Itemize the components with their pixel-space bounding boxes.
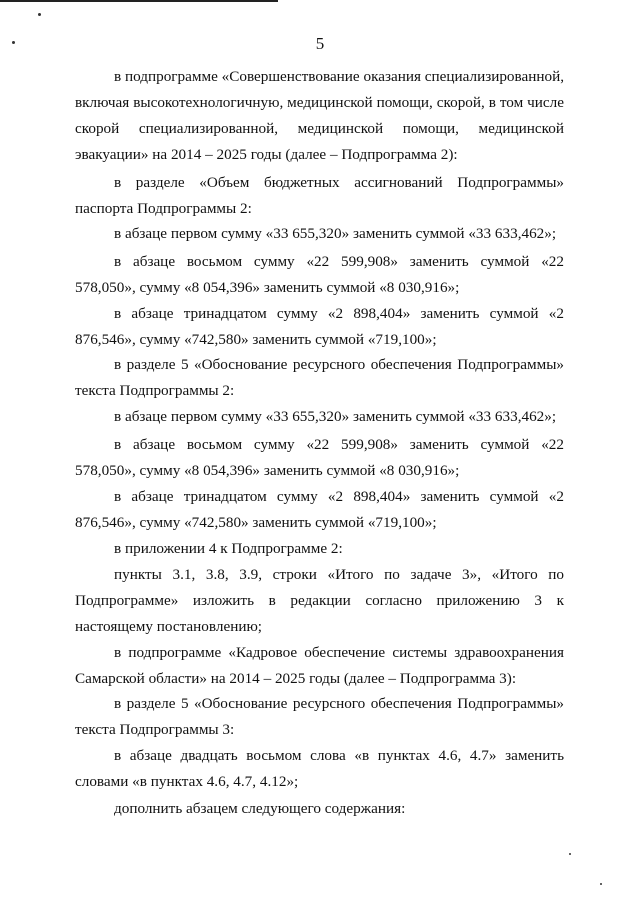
- paragraph: в разделе 5 «Обоснование ресурсного обеспечения Подпрограммы» текста Подпрограммы 3:: [75, 695, 564, 738]
- paragraph: в приложении 4 к Подпрограмме 2:: [114, 540, 343, 557]
- paragraph: в абзаце тринадцатом сумму «2 898,404» заменить суммой «2 876,546», сумму «742,580» заменить суммой «719,100»;: [75, 305, 564, 348]
- header-rule: [0, 0, 278, 2]
- paragraph: в абзаце восьмом сумму «22 599,908» заменить суммой «22 578,050», сумму «8 054,396» заменить суммой «8 030,916»;: [75, 253, 564, 296]
- paragraph: пункты 3.1, 3.8, 3.9, строки «Итого по задаче 3», «Итого по Подпрограмме» изложить в редакции согласно приложению 3 к настоящему постановлению;: [75, 566, 564, 635]
- paragraph: в абзаце первом сумму «33 655,320» заменить суммой «33 633,462»;: [114, 408, 557, 425]
- paragraph: в разделе 5 «Обоснование ресурсного обеспечения Подпрограммы» текста Подпрограммы 2:: [75, 356, 564, 399]
- paragraph: дополнить абзацем следующего содержания:: [114, 800, 406, 817]
- paragraph: в абзаце восьмом сумму «22 599,908» заменить суммой «22 578,050», сумму «8 054,396» заменить суммой «8 030,916»;: [75, 436, 564, 479]
- paragraph: в абзаце тринадцатом сумму «2 898,404» заменить суммой «2 876,546», сумму «742,580» заменить суммой «719,100»;: [75, 488, 564, 531]
- paragraph: в подпрограмме «Кадровое обеспечение системы здравоохранения Самарской области» на 2014 – 2025 годы (далее – Подпрограмма 3):: [75, 644, 564, 687]
- page-number: 5: [315, 34, 325, 53]
- paragraph: в разделе «Объем бюджетных ассигнований Подпрограммы» паспорта Подпрограммы 2:: [75, 174, 564, 217]
- scan-speck: [600, 883, 602, 885]
- paragraph: в абзаце двадцать восьмом слова «в пунктах 4.6, 4.7» заменить словами «в пунктах 4.6, 4.7, 4.12»;: [75, 747, 564, 790]
- paragraph: в абзаце первом сумму «33 655,320» заменить суммой «33 633,462»;: [114, 225, 557, 242]
- paragraph: в подпрограмме «Совершенствование оказания специализированной, включая высокотехнологичную, медицинской помощи, скорой, в том числе скорой специализированной, медицинской помощи, медицинской эвакуации» на 2014 – 2025 годы (далее – Подпрограмма 2):: [75, 68, 564, 163]
- scan-speck: [569, 853, 571, 855]
- scan-speck: [38, 13, 41, 16]
